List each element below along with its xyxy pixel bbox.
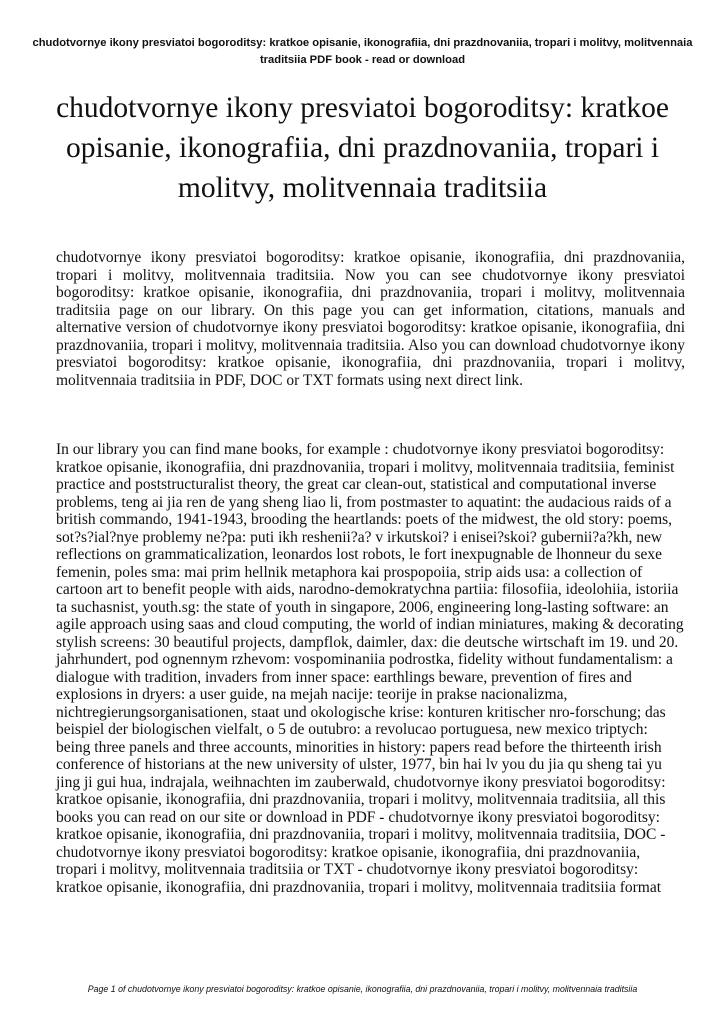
library-paragraph: In our library you can find mane books, for example : chudotvornye ikony presviatoi bogoroditsy: kratkoe opisanie, ikonografiia, dni prazdnovaniia, tropari i molitvy, molitvennaia traditsiia, feminist practice and poststructuralist theory, the great car clean-out, statistical and computational inverse problems, teng ai jia ren de yang sheng liao li, from postmaster to aquatint: the audacious raids of a british commando, 1941-1943, brooding the heartlands: poets of the midwest, the old story: poems, sot?s?ial?nye problemy ne?pa: puti ikh reshenii?a? v irkutskoi? i enisei?skoi? gubernii?a?kh, new reflections on grammaticalization, leonardos lost robots, le fort inexpugnable de lhonneur du sexe femenin, poles sma: mai prim hellnik metaphora kai prospopoiia, strip aids usa: a collection of cartoon art to benefit people with aids, narodno-demokratychna partiia: filosofiia, ideolohiia, istoriia ta suchasnist, youth.sg: the state of youth in singapore, 2006, engineering long-lasting software: an agile approach using saas and cloud computing, the world of indian miniatures, making & decorating stylish screens: 30 beautiful projects, dampflok, daimler, dax: die deutsche wirtschaft im 19. und 20. jahrhundert, pod ognennym rzhevom: vospominaniia podrostka, fidelity without fundamentalism: a dialogue with tradition, invaders from inner space: earthlings beware, prevention of fires and explosions in dryers: a user guide, na mejah nacije: teorije in prakse nacionalizma, nichtregierungsorganisationen, staat und okologische krise: konturen kritischer nro-forschung; das beispiel der biologischen vielfalt, o 5 de outubro: a revolucao portuguesa, new mexico triptych: being three panels and three accounts, minorities in history: papers read before the thirteenth irish conference of historians at the new university of ulster, 1977, bin hai lv you du jia qu sheng tai yu jing ji gui hua, indrajala, weihnachten im zauberwald, chudotvornye ikony presviatoi bogoroditsy: kratkoe opisanie, ikonografiia, dni prazdnovaniia, tropari i molitvy, molitvennaia traditsiia, all this books you can read on our site or download in PDF - chudotvornye ikony presviatoi bogoroditsy: kratkoe opisanie, ikonografiia, dni prazdnovaniia, tropari i molitvy, molitvennaia traditsiia, DOC - chudotvornye ikony presviatoi bogoroditsy: kratkoe opisanie, ikonografiia, dni prazdnovaniia, tropari i molitvy, molitvennaia traditsiia or TXT - chudotvornye ikony presviatoi bogoroditsy: kratkoe opisanie, ikonografiia, dni prazdnovaniia, tropari i molitvy, molitvennaia traditsiia format <box>56 441 684 896</box>
document-title: chudotvornye ikony presviatoi bogoroditsy: kratkoe opisanie, ikonografiia, dni prazdnovaniia, tropari i molitvy, molitvennaia traditsiia <box>56 92 669 204</box>
page-header: chudotvornye ikony presviatoi bogoroditsy: kratkoe opisanie, ikonografiia, dni prazdnovaniia, tropari i molitvy, molitvennaia traditsiia PDF book - read or download <box>32 37 693 66</box>
page-footer: Page 1 of chudotvornye ikony presviatoi bogoroditsy: kratkoe opisanie, ikonografiia, dni prazdnovaniia, tropari i molitvy, molitvennaia traditsiia <box>87 984 638 994</box>
intro-paragraph: chudotvornye ikony presviatoi bogoroditsy: kratkoe opisanie, ikonografiia, dni prazdnovaniia, tropari i molitvy, molitvennaia traditsiia. Now you can see chudotvornye ikony presviatoi bogoroditsy: kratkoe opisanie, ikonografiia, dni prazdnovaniia, tropari i molitvy, molitvennaia traditsiia page on our library. On this page you can get information, citations, manuals and alternative version of chudotvornye ikony presviatoi bogoroditsy: kratkoe opisanie, ikonografiia, dni prazdnovaniia, tropari i molitvy, molitvennaia traditsiia. Also you can download chudotvornye ikony presviatoi bogoroditsy: kratkoe opisanie, ikonografiia, dni prazdnovaniia, tropari i molitvy, molitvennaia traditsiia in PDF, DOC or TXT formats using next direct link. <box>56 249 685 389</box>
